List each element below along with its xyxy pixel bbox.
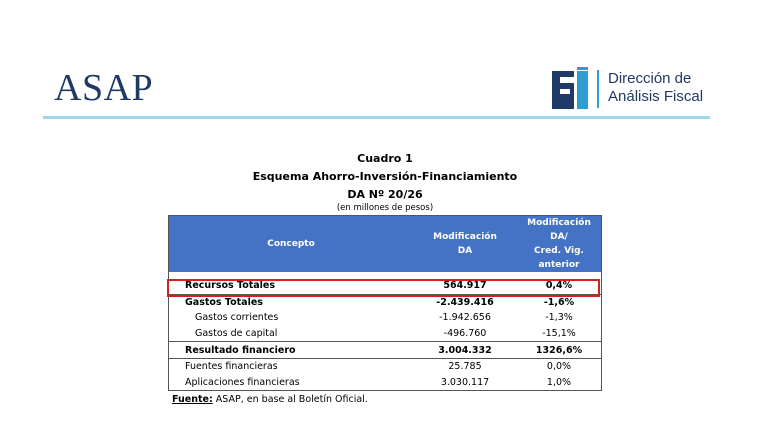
dir-line1: Dirección de: [608, 70, 692, 87]
row-var: 0,4%: [545, 280, 573, 292]
row-mod: 564.917: [443, 280, 487, 292]
col-concepto: Concepto: [169, 216, 414, 273]
row-concepto: Gastos de capital: [195, 328, 278, 340]
row-concepto: Aplicaciones financieras: [185, 376, 300, 388]
row-mod: 3.004.332: [413, 342, 517, 359]
dir-line2: Análisis Fiscal: [608, 88, 704, 105]
logo-divider: [597, 70, 599, 108]
row-mod: 3.030.117: [440, 376, 490, 388]
row-concepto: Resultado financiero: [169, 342, 414, 359]
row-mod: -1.942.656: [439, 312, 491, 324]
table-row: [169, 342, 602, 359]
direccion-analisis-fiscal: [608, 70, 703, 106]
asap-logo: ASAP: [54, 67, 154, 109]
col-mod-line1: Modificación: [433, 232, 497, 242]
table-row: [169, 326, 602, 342]
col-var-line1: Modificación DA/: [527, 218, 591, 242]
table-header-row: [169, 216, 602, 273]
row-var: 1,0%: [546, 376, 572, 388]
row-concepto: Gastos corrientes: [195, 312, 279, 324]
row-var: 1326,6%: [517, 342, 602, 359]
col-var-line2: Cred. Vig. anterior: [534, 246, 584, 270]
row-var: -1,6%: [517, 294, 602, 310]
row-concepto: Gastos Totales: [169, 294, 414, 310]
row-concepto: Fuentes financieras: [169, 358, 414, 374]
fi-logo-icon: [552, 67, 592, 111]
row-mod: -2.439.416: [413, 294, 517, 310]
source-text: ASAP, en base al Boletín Oficial.: [212, 394, 368, 405]
col-mod-line2: DA: [457, 246, 473, 256]
table-row: [169, 358, 602, 374]
row-var: 0,0%: [517, 358, 602, 374]
gastos-totales-highlight: [167, 279, 600, 297]
cuadro-table: [168, 215, 602, 391]
esquema-title: Esquema Ahorro-Inversión-Financiamiento: [252, 170, 518, 183]
table-row: [169, 310, 602, 326]
source-label: Fuente:: [172, 394, 213, 405]
row-var: -1,3%: [545, 312, 573, 324]
unit-note: (en millones de pesos): [336, 203, 434, 213]
col-variacion: [517, 216, 602, 273]
row-mod: 25.785: [413, 358, 517, 374]
col-modificacion: [413, 216, 517, 273]
row-concepto: Recursos Totales: [185, 280, 276, 292]
da-title: DA Nº 20/26: [347, 188, 423, 201]
table-row: [169, 375, 602, 391]
row-mod: -496.760: [443, 328, 487, 340]
source-note: [172, 394, 368, 405]
cuadro-title: Cuadro 1: [357, 152, 413, 165]
row-var: -15,1%: [542, 328, 576, 340]
header-rule: [43, 116, 710, 119]
